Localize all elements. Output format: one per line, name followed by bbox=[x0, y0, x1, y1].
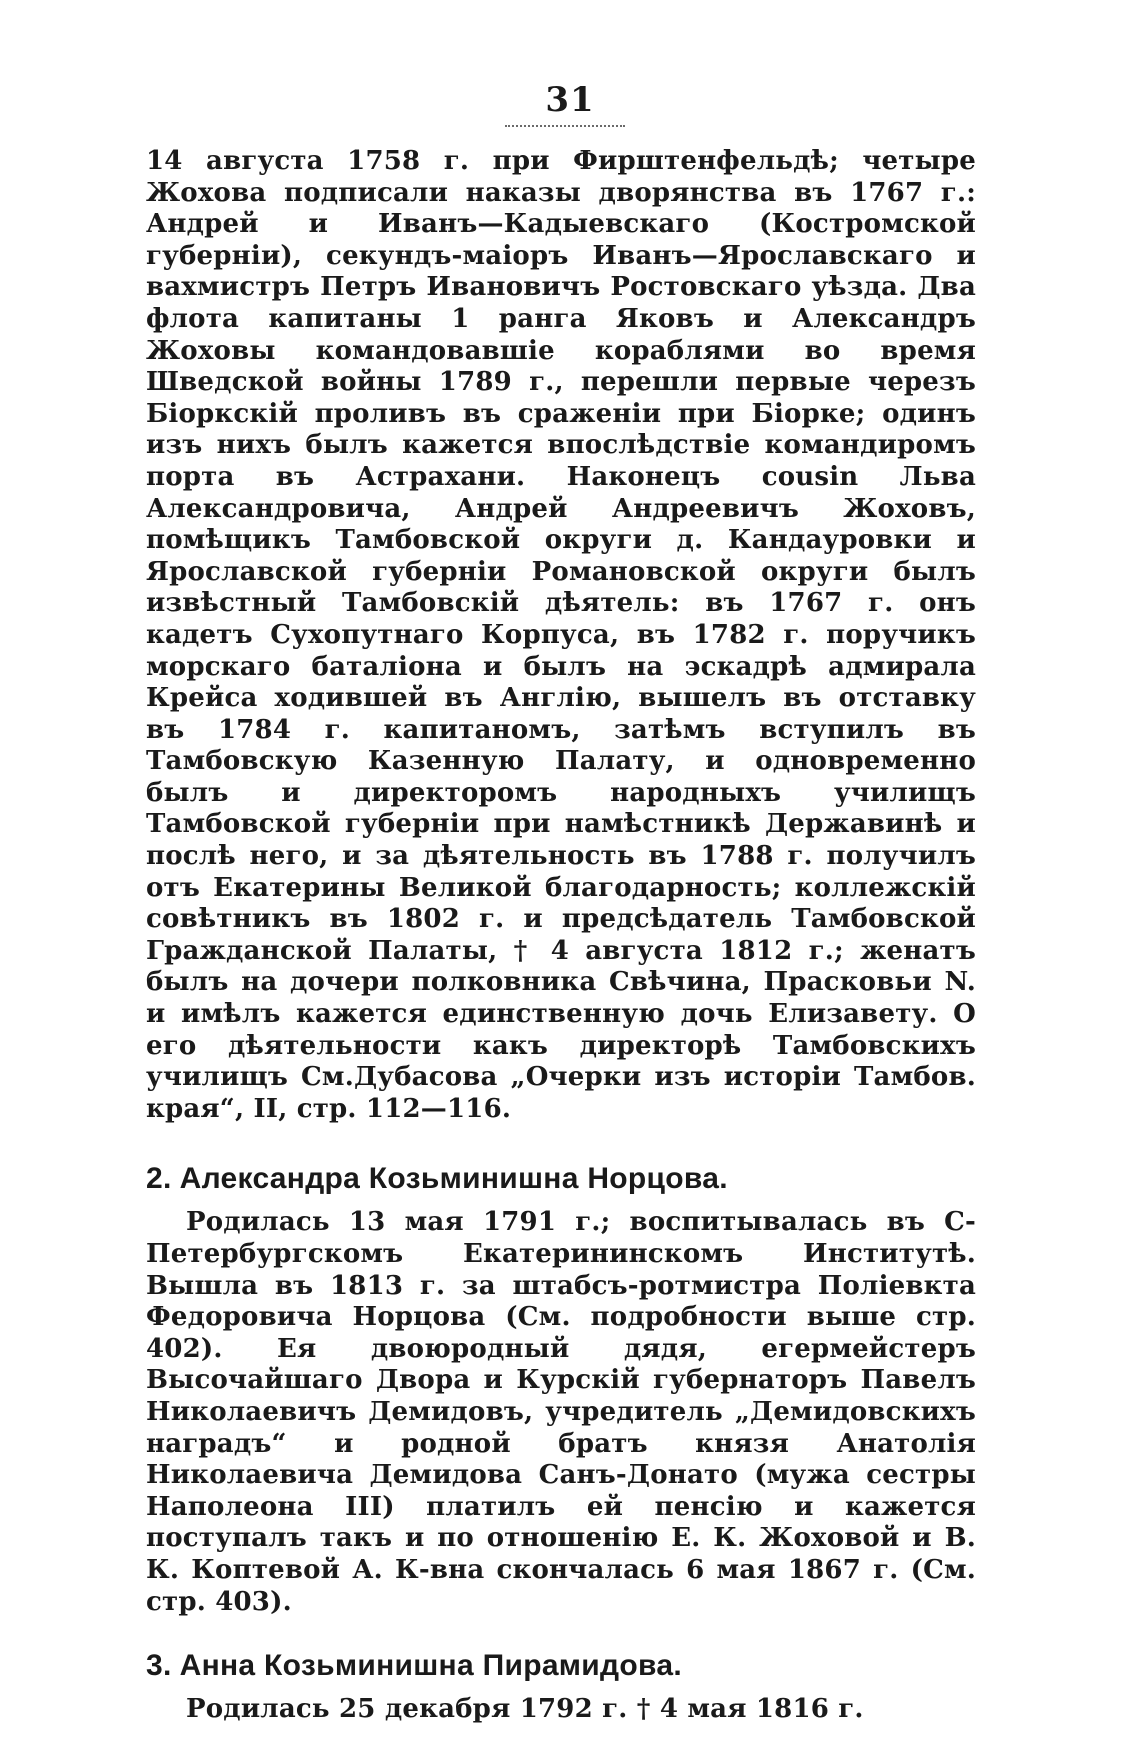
section-number: 2. bbox=[146, 1162, 172, 1196]
page-content bbox=[146, 146, 976, 1726]
body-paragraph: 14 августа 1758 г. при Фирштенфельдѣ; четыре Жохова подписали наказы дворянства въ 1767 г.: Андрей и Иванъ—Кадыевскаго (Костромской губерніи), секундъ-маіоръ Иванъ—Ярославскаго и вахмистръ Петръ Ивановичъ Ростовскаго уѣзда. Два флота капитаны 1 ранга Яковъ и Александръ Жоховы командовавшіе кораблями во время Шведской войны 1789 г., перешли первые черезъ Біоркскій проливъ въ сраженіи при Біорке; одинъ изъ нихъ былъ кажется впослѣдствіе командиромъ порта въ Астрахани. Наконецъ cousin Льва Александровича, Андрей Андреевичъ Жоховъ, помѣщикъ Тамбовской округи д. Кандауровки и Ярославской губерніи Романовской округи былъ извѣстный Тамбовскій дѣятель: въ 1767 г. онъ кадетъ Сухопутнаго Корпуса, въ 1782 г. поручикъ морскаго баталіона и былъ на эскадрѣ адмирала Крейса ходившей въ Англію, вышелъ въ отставку въ 1784 г. капитаномъ, затѣмъ вступилъ въ Тамбовскую Казенную Палату, и одновременно былъ и директоромъ народныхъ училищъ Тамбовской губерніи при намѣстникѣ Державинѣ и послѣ него, и за дѣятельность въ 1788 г. получилъ отъ Екатерины Великой благодарность; коллежскій совѣтникъ въ 1802 г. и предсѣдатель Тамбовской Гражданской Палаты, † 4 августа 1812 г.; женатъ былъ на дочери полковника Свѣчина, Прасковьи N. и имѣлъ кажется единственную дочь Елизавету. О его дѣятельности какъ директорѣ Тамбовскихъ училищъ См.Дубасова „Очерки изъ исторіи Тамбов. края“, II, стр. 112—116. bbox=[146, 146, 976, 1124]
section-heading-aleksandra bbox=[146, 1161, 976, 1197]
section-title-text: Александра Козьминишна Норцова. bbox=[179, 1162, 728, 1196]
section-number: 3. bbox=[146, 1649, 172, 1683]
header-ornament-rule bbox=[505, 120, 625, 127]
section-title-text: Анна Козьминишна Пирамидова. bbox=[179, 1649, 682, 1683]
page-number: 31 bbox=[545, 80, 595, 120]
section-paragraph-anna: Родилась 25 декабря 1792 г. † 4 мая 1816 г. bbox=[186, 1694, 864, 1725]
section-paragraph-aleksandra: Родилась 13 мая 1791 г.; воспитывалась въ С-Петербургскомъ Екатерининскомъ Институтѣ. Вышла въ 1813 г. за штабсъ-ротмистра Поліевкта Федоровича Норцова (См. подробности выше стр. 402). Ея двоюродный дядя, егермейстеръ Высочайшаго Двора и Курскій губернаторъ Павелъ Николаевичъ Демидовъ, учредитель „Демидовскихъ наградъ“ и родной братъ князя Анатолія Николаевича Демидова Санъ-Донато (мужа сестры Наполеона III) платилъ ей пенсію и кажется поступалъ такъ и по отношенію Е. К. Жоховой и В. К. Коптевой А. К-вна скончалась 6 мая 1867 г. (См. стр. 403). bbox=[146, 1207, 976, 1617]
section-heading-anna bbox=[146, 1648, 976, 1684]
